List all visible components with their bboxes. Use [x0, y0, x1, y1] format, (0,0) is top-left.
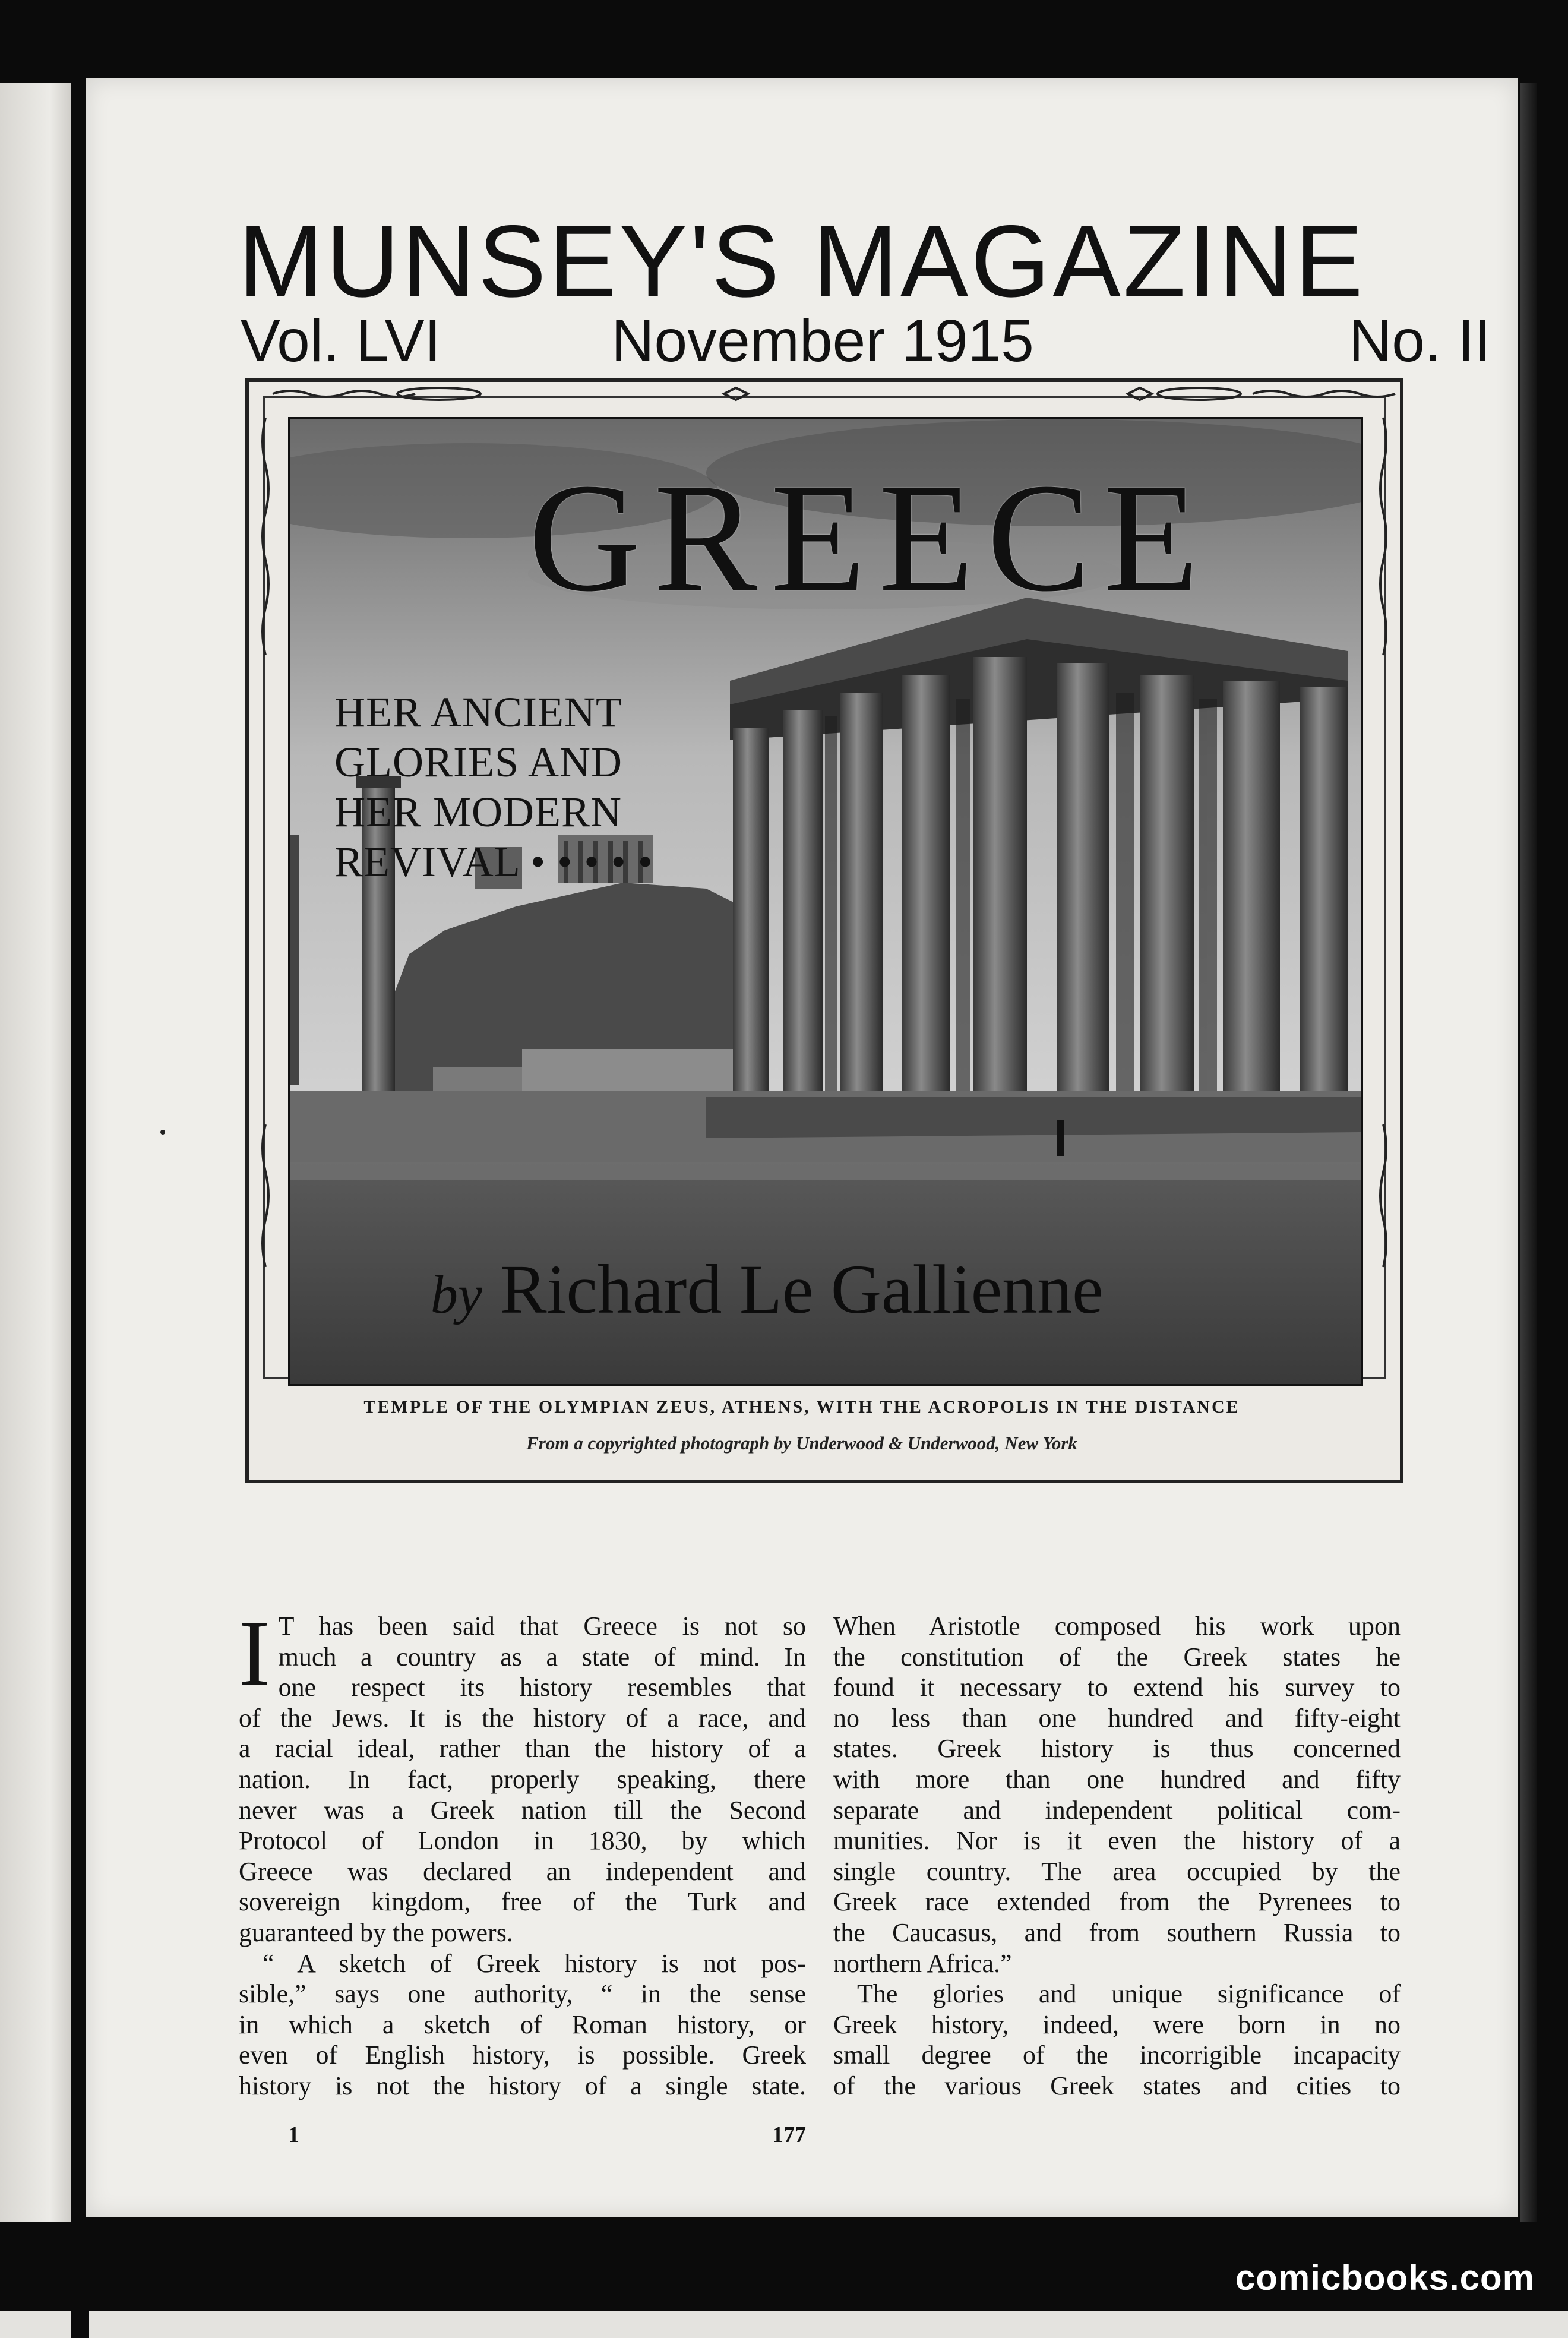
- text-line: found it necessary to extend his survey to: [833, 1673, 1401, 1702]
- text-line: Protocol of London in 1830, by which: [239, 1826, 806, 1856]
- issue-number: No. II: [1349, 308, 1491, 374]
- text-line: even of English history, is possible. Greek: [239, 2040, 806, 2070]
- photo-caption: TEMPLE OF THE OLYMPIAN ZEUS, ATHENS, WITH THE ACROPOLIS IN THE DISTANCE: [363, 1397, 1240, 1417]
- photo-credit: From a copyrighted photograph by Underwood & Underwood, New York: [526, 1433, 1077, 1454]
- scan-speck: [160, 1130, 165, 1135]
- subhead-line: HER MODERN: [334, 788, 622, 836]
- feature-headline: GREECE: [528, 451, 1212, 624]
- text-line: the constitution of the Greek states he: [833, 1642, 1401, 1672]
- text-line: sovereign kingdom, free of the Turk and: [239, 1887, 806, 1917]
- text-line: single country. The area occupied by the: [833, 1856, 1401, 1886]
- text-line: separate and independent political com-: [833, 1795, 1401, 1825]
- article-column-right: [833, 1611, 1401, 2102]
- subhead-line: GLORIES AND: [334, 738, 623, 786]
- next-page-strip: [0, 2311, 1568, 2338]
- text-line: never was a Greek nation till the Second: [239, 1795, 806, 1825]
- text-line: Greek race extended from the Pyrenees to: [833, 1887, 1401, 1917]
- byline-prefix: by: [431, 1264, 482, 1325]
- text-line: nation. In fact, properly speaking, there: [239, 1764, 806, 1794]
- volume-number: Vol. LVI: [241, 308, 441, 374]
- text-line: guaranteed by the powers.: [239, 1917, 513, 1947]
- text-line: states. Greek history is thus concerned: [833, 1734, 1401, 1764]
- page-number: 177: [772, 2122, 806, 2147]
- text-line: northern Africa.”: [833, 1948, 1012, 1978]
- text-line: Greece was declared an independent and: [239, 1856, 806, 1886]
- text-line: When Aristotle composed his work upon: [833, 1612, 1401, 1641]
- magazine-page: [86, 78, 1518, 2217]
- text-line: sible,” says one authority, “ in the sense: [239, 1979, 806, 2009]
- issue-date: November 1915: [611, 308, 1034, 374]
- drop-cap: I: [239, 1601, 270, 1705]
- text-line: of the various Greek states and cities to: [833, 2071, 1401, 2100]
- text-line: small degree of the incorrigible incapacity: [833, 2040, 1401, 2070]
- author-byline: [431, 1250, 1322, 1328]
- text-line: The glories and unique significance of: [857, 1979, 1401, 2009]
- text-line: in which a sketch of Roman history, or: [239, 2010, 806, 2039]
- text-line: the Caucasus, and from southern Russia to: [833, 1917, 1401, 1947]
- signature-mark: 1: [288, 2122, 299, 2147]
- magazine-title: MUNSEY'S MAGAZINE: [238, 204, 1365, 318]
- article-column-left: [239, 1601, 806, 2102]
- strip-gap: [71, 2311, 89, 2338]
- subhead-line: HER ANCIENT: [334, 688, 622, 736]
- text-line: T has been said that Greece is not so: [278, 1612, 806, 1641]
- text-line: history is not the history of a single state.: [239, 2071, 806, 2100]
- text-line: with more than one hundred and fifty: [833, 1764, 1401, 1794]
- feature-subhead: [334, 687, 715, 887]
- text-line: Greek history, indeed, were born in no: [833, 2010, 1401, 2039]
- binding-shadow: [1520, 83, 1537, 2222]
- text-line: one respect its history resembles that: [278, 1673, 806, 1702]
- text-line: much a country as a state of mind. In: [278, 1642, 806, 1672]
- site-watermark: comicbooks.com: [1235, 2258, 1535, 2298]
- text-line: a racial ideal, rather than the history of a: [239, 1734, 806, 1764]
- text-line: of the Jews. It is the history of a race, and: [239, 1703, 806, 1733]
- text-line: munities. Nor is it even the history of a: [833, 1826, 1401, 1856]
- author-name: Richard Le Gallienne: [500, 1250, 1104, 1328]
- subhead-line: REVIVAL • • • • •: [334, 838, 654, 886]
- text-line: no less than one hundred and fifty-eight: [833, 1703, 1401, 1733]
- adjacent-page-edge: [0, 83, 71, 2222]
- text-line: “ A sketch of Greek history is not pos-: [263, 1948, 806, 1978]
